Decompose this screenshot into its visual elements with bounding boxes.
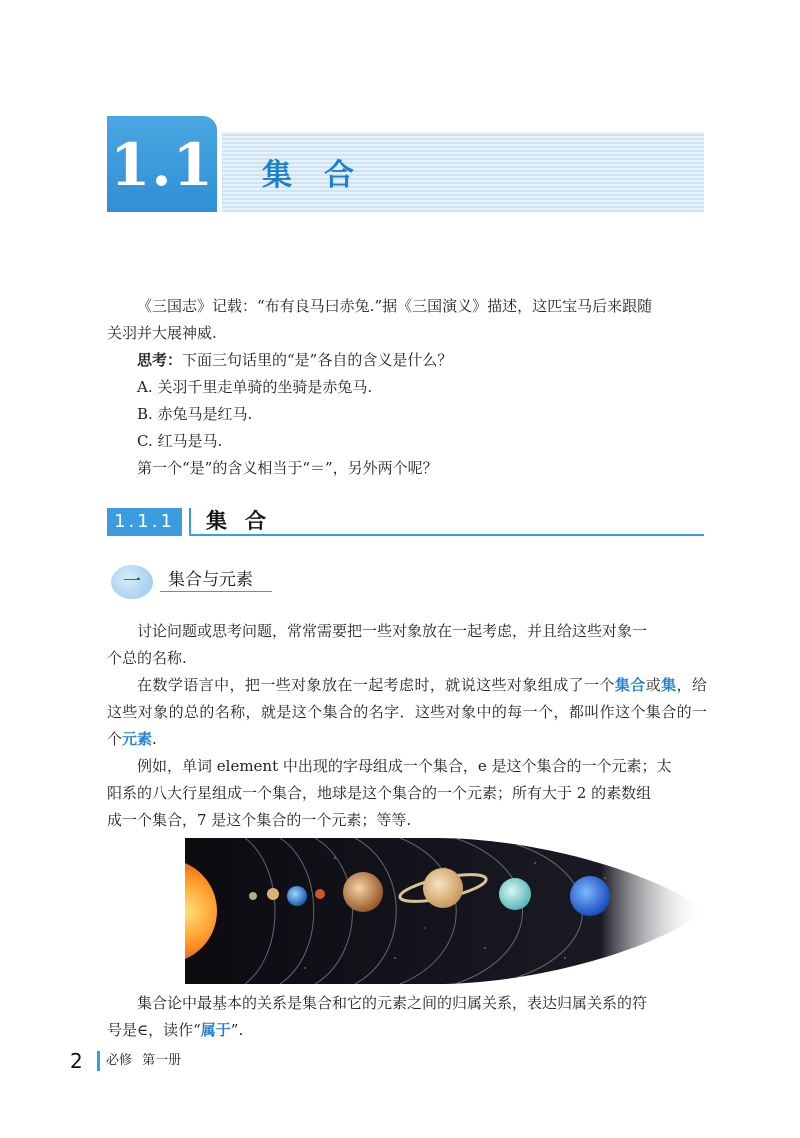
body-p2-a: 在数学语言中，把一些对象放在一起考虑时，就说这些对象组成了一个: [137, 676, 615, 694]
think-line: [107, 347, 707, 374]
body-p4-a: 号是∈，读作“: [107, 1021, 201, 1039]
jupiter: [343, 872, 383, 912]
body-p4-b: ”.: [230, 1021, 244, 1039]
think-text: 下面三句话里的“是”各自的含义是什么？: [182, 351, 453, 369]
subsection-title: 集合与元素: [168, 570, 253, 590]
intro-closing: 第一个“是”的含义相当于“＝”，另外两个呢？: [137, 459, 438, 477]
membership-paragraph: [107, 990, 707, 1044]
intro-line-2: 关羽并大展神威.: [107, 324, 217, 342]
section-title: 集合: [206, 509, 284, 533]
body-p3-line3: 成一个集合，7 是这个集合的一个元素；等等.: [107, 811, 412, 829]
section-number: 1.1.1: [114, 511, 175, 532]
body-p2-b: 或: [645, 676, 662, 694]
body-p3-line2: 阳系的八大行星组成一个集合，地球是这个集合的一个元素；所有大于 2 的素数组: [107, 784, 652, 802]
body-p2-e: .: [152, 730, 157, 748]
page-number: 2: [70, 1049, 83, 1073]
mercury: [249, 892, 257, 900]
footer-bar: [97, 1051, 100, 1071]
venus: [267, 888, 279, 900]
uranus: [499, 878, 531, 910]
body-p2: [107, 672, 707, 753]
body-p4-line2: [107, 1017, 707, 1044]
body-text: [107, 618, 707, 834]
term-set-short: 集: [661, 676, 677, 694]
earth: [287, 886, 307, 906]
choice-a: A. 关羽千里走单骑的坐骑是赤兔马.: [137, 378, 373, 396]
body-p2-d: 这个集合的一个: [107, 703, 707, 748]
chapter-title: 集合: [262, 158, 386, 193]
think-label: 思考：: [137, 351, 183, 369]
body-p2-c: ，给这些对象的总的名称，就是这个集合的名字．这些对象中的每一个，都叫作: [107, 676, 707, 721]
term-set: 集合: [614, 676, 646, 694]
solar-system-image: [185, 838, 705, 984]
chapter-number: 1.1: [110, 131, 214, 199]
intro-paragraph: [107, 293, 707, 482]
term-element: 元素: [122, 730, 153, 748]
neptune: [570, 876, 610, 916]
section-divider: [189, 508, 191, 536]
subsection-number: 一: [123, 571, 141, 592]
choice-b: B. 赤兔马是红马.: [137, 405, 253, 423]
body-p3-line1: 例如，单词 element 中出现的字母组成一个集合，e 是这个集合的一个元素；太: [137, 757, 672, 775]
term-belongs: 属于: [200, 1021, 231, 1039]
subsection-underline: [160, 591, 272, 592]
intro-line-1: 《三国志》记载：“布有良马曰赤兔.”据《三国演义》描述，这匹宝马后来跟随: [137, 297, 653, 315]
body-p4-line1: 集合论中最基本的关系是集合和它的元素之间的归属关系，表达归属关系的符: [137, 994, 648, 1012]
book-title: 必修 第一册: [106, 1053, 182, 1068]
mars: [315, 889, 325, 899]
body-p1-line1: 讨论问题或思考问题，常常需要把一些对象放在一起考虑，并且给这些对象一: [137, 622, 648, 640]
choice-c: C. 红马是马.: [137, 432, 223, 450]
body-p1-line2: 个总的名称.: [107, 649, 187, 667]
